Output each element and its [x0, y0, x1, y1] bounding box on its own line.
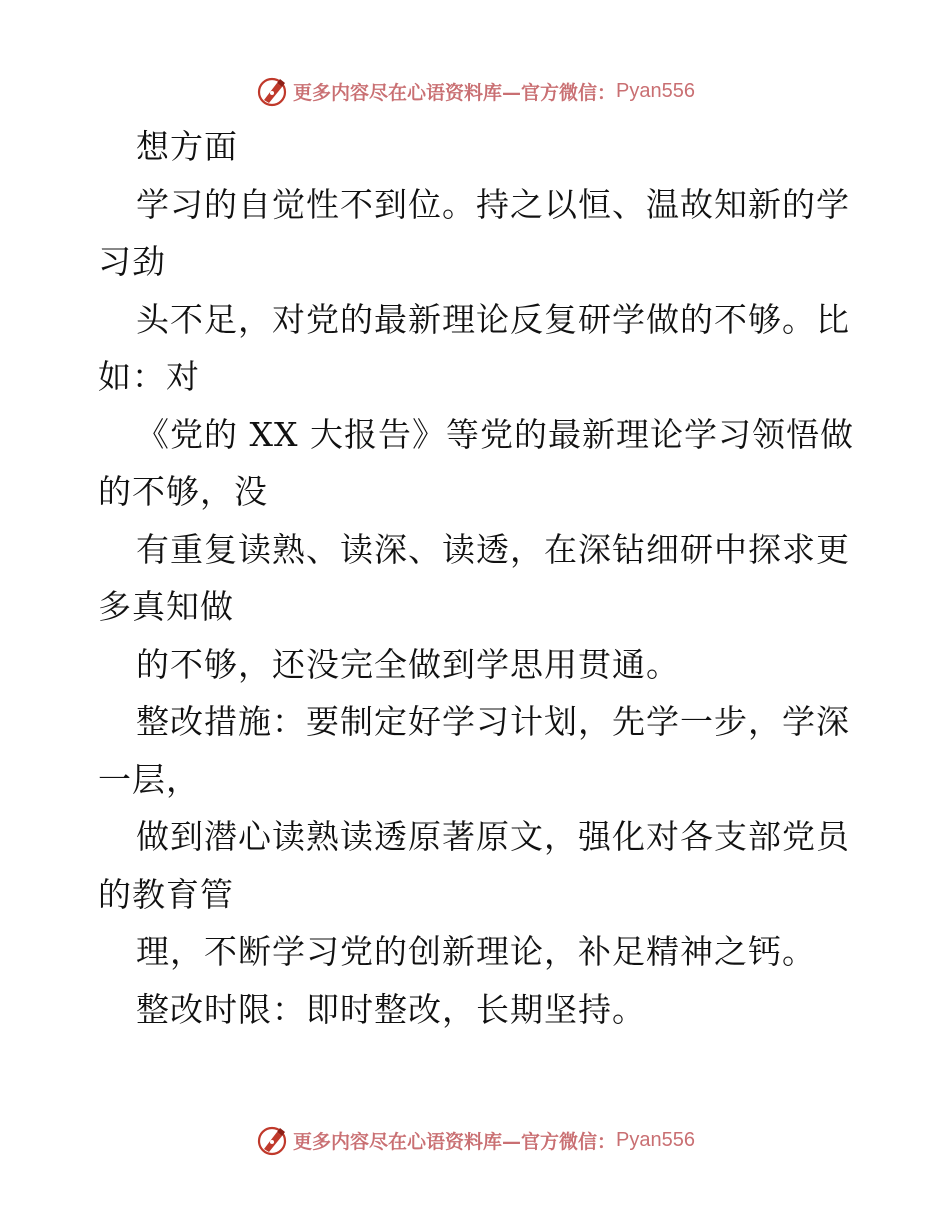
- watermark-wechat-id: Pyan556: [616, 79, 695, 102]
- pen-nib-logo-icon: [255, 74, 289, 108]
- body-line: 多真知做: [98, 587, 234, 626]
- body-line: 如：对: [98, 357, 200, 396]
- body-line: 做到潜心读熟读透原著原文，强化对各支部党员: [136, 817, 850, 856]
- body-line: 想方面: [136, 127, 238, 166]
- body-line: 有重复读熟、读深、读透，在深钻细研中探求更: [136, 529, 850, 569]
- body-line: 整改措施：要制定好学习计划，先学一步，学深: [136, 702, 850, 741]
- body-line: 《党的 XX 大报告》等党的最新理论学习领悟做: [136, 414, 854, 454]
- watermark-wechat-id: Pyan556: [616, 1128, 695, 1151]
- body-line: 学习的自觉性不到位。持之以恒、温故知新的学: [136, 184, 850, 224]
- body-line: 的教育管: [98, 874, 234, 914]
- body-line: 的不够，没: [98, 472, 268, 511]
- body-line: 整改时限：即时整改，长期坚持。: [136, 989, 646, 1029]
- header-watermark: [0, 71, 950, 111]
- pen-nib-logo-icon: [255, 1123, 289, 1157]
- body-line: 习劲: [98, 242, 166, 281]
- watermark-text: 更多内容尽在心语资料库—官方微信：: [293, 1130, 617, 1153]
- body-line: 的不够，还没完全做到学思用贯通。: [136, 644, 680, 684]
- document-body: [98, 118, 858, 1038]
- body-line: 一层，: [98, 759, 200, 799]
- body-line: 理，不断学习党的创新理论，补足精神之钙。: [136, 932, 816, 971]
- body-line: 头不足，对党的最新理论反复研学做的不够。比: [136, 299, 850, 339]
- footer-watermark: [0, 1120, 950, 1160]
- watermark-text: 更多内容尽在心语资料库—官方微信：: [293, 81, 617, 104]
